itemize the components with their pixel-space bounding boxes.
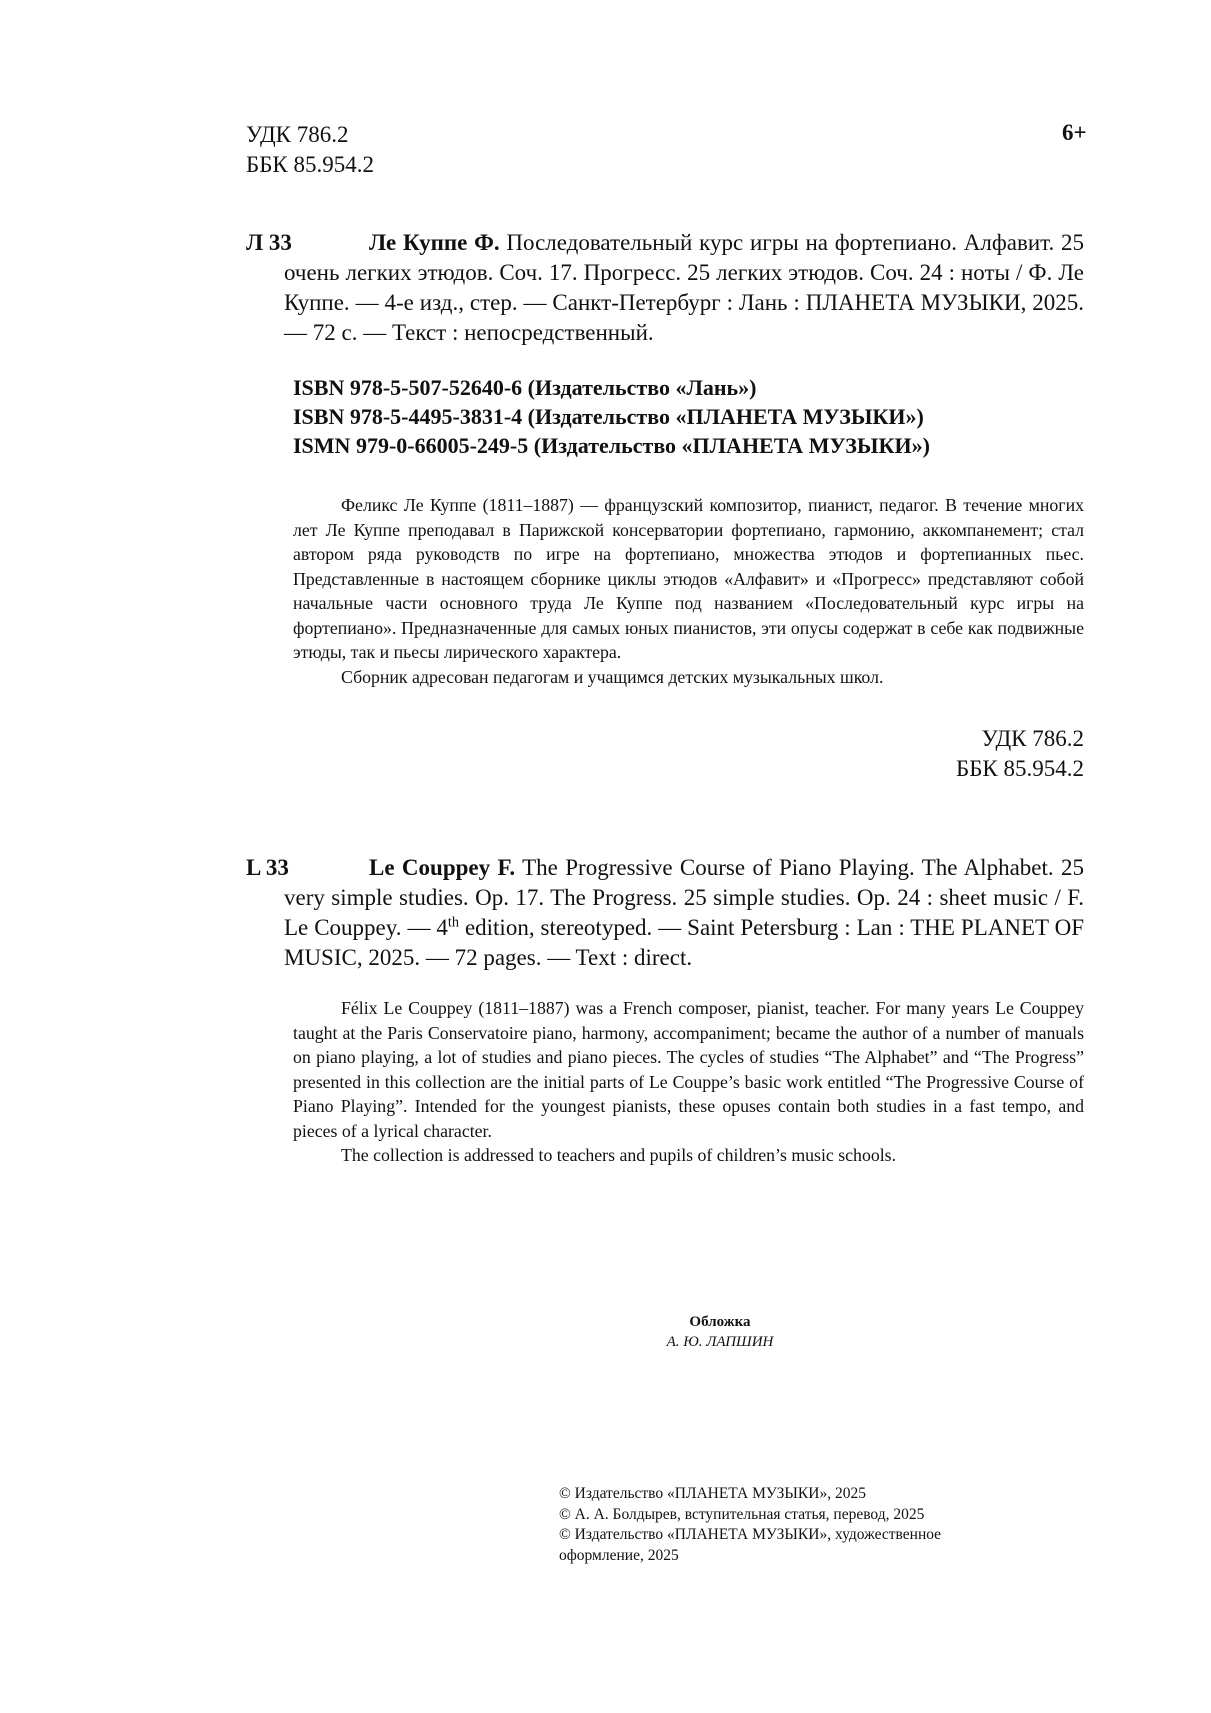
cover-credit [500, 1312, 940, 1352]
copyright-line: © Издательство «ПЛАНЕТА МУЗЫКИ», художественное оформление, 2025 [559, 1526, 942, 1564]
isbn-block [293, 373, 930, 460]
en-entry-text-a: The Progressive Course of Piano Playing. The Alphabet. 25 very simple studies. Op. 17. The Progress. 25 simple studies. Op. 24 : sheet music / F. Le Couppey. — 4 [284, 855, 1084, 940]
bbk-code-right: ББК 85.954.2 [955, 756, 1084, 781]
age-rating: 6+ [1062, 120, 1087, 145]
isbn-lan: ISBN 978-5-507-52640-6 (Издательство «Лань») [293, 375, 757, 400]
classification-header [246, 120, 374, 180]
en-bibliographic-entry [246, 853, 1084, 973]
ru-annotation-p1: Феликс Ле Куппе (1811–1887) — французский композитор, пианист, педагог. В течение многих лет Ле Куппе преподавал в Парижской консерватории фортепиано, гармонию, аккомпанемент; стал автором ряда руководств по игре на фортепиано, множества этюдов и фортепианных пьес. Представленные в настоящем сборнике циклы этюдов «Алфавит» и «Прогресс» представляют собой начальные части основного труда Ле Куппе под названием «Последовательный курс игры на фортепиано». Предназначенные для самых юных пианистов, эти опусы содержат в себе как подвижные этюды, так и пьесы лирического характера. [293, 495, 1084, 662]
en-entry-label: L 33 [246, 855, 289, 880]
isbn-planeta: ISBN 978-5-4495-3831-4 (Издательство «ПЛАНЕТА МУЗЫКИ») [293, 404, 924, 429]
cover-artist: А. Ю. ЛАПШИН [666, 1334, 774, 1350]
en-entry-text-b: edition, stereotyped. — Saint Petersburg : Lan : THE PLANET OF MUSIC, 2025. — 72 pages. — Text : direct. [284, 915, 1084, 970]
ismn-planeta: ISMN 979-0-66005-249-5 (Издательство «ПЛАНЕТА МУЗЫКИ») [293, 433, 930, 458]
bbk-code: ББК 85.954.2 [246, 152, 375, 177]
udk-code-right: УДК 786.2 [981, 726, 1084, 751]
copyright-line: © А. А. Болдырев, вступительная статья, перевод, 2025 [559, 1505, 925, 1523]
ru-entry-text: Последовательный курс игры на фортепиано. Алфавит. 25 очень легких этюдов. Соч. 17. Прогресс. 25 легких этюдов. Соч. 24 : ноты / Ф. Ле Куппе. — 4-е изд., стер. — Санкт-Петербург : Лань : ПЛАНЕТА МУЗЫКИ, 2025. — 72 с. — Текст : непосредственный. [284, 230, 1085, 345]
en-annotation-p2: The collection is addressed to teachers and pupils of children’s music schools. [341, 1145, 897, 1165]
en-entry-body [246, 853, 1084, 973]
copyright-block [559, 1484, 1019, 1566]
ru-entry-author: Ле Куппе Ф. [369, 230, 500, 255]
ru-bibliographic-entry [246, 228, 1084, 348]
ru-entry-body [246, 228, 1084, 348]
classification-right [956, 724, 1084, 784]
udk-code: УДК 786.2 [246, 122, 349, 147]
en-entry-sup: th [447, 914, 459, 931]
en-entry-author: Le Couppey F. [369, 855, 516, 880]
ru-annotation-p2: Сборник адресован педагогам и учащимся детских музыкальных школ. [341, 666, 884, 687]
ru-entry-label: Л 33 [246, 230, 292, 255]
cover-label: Обложка [689, 1314, 751, 1330]
copyright-line: © Издательство «ПЛАНЕТА МУЗЫКИ», 2025 [559, 1485, 866, 1502]
en-annotation-p1: Félix Le Couppey (1811–1887) was a French composer, pianist, teacher. For many years Le Couppey taught at the Paris Conservatoire piano, harmony, accompaniment; became the author of a number of manuals on piano playing, a lot of studies and piano pieces. The cycles of studies “The Alphabet” and “The Progress” presented in this collection are the initial parts of Le Couppe’s basic work entitled “The Progressive Course of Piano Playing”. Intended for the youngest pianists, these opuses contain both studies in a fast tempo, and pieces of a lyrical character. [293, 998, 1084, 1141]
en-annotation [293, 996, 1084, 1168]
ru-annotation [293, 493, 1084, 689]
